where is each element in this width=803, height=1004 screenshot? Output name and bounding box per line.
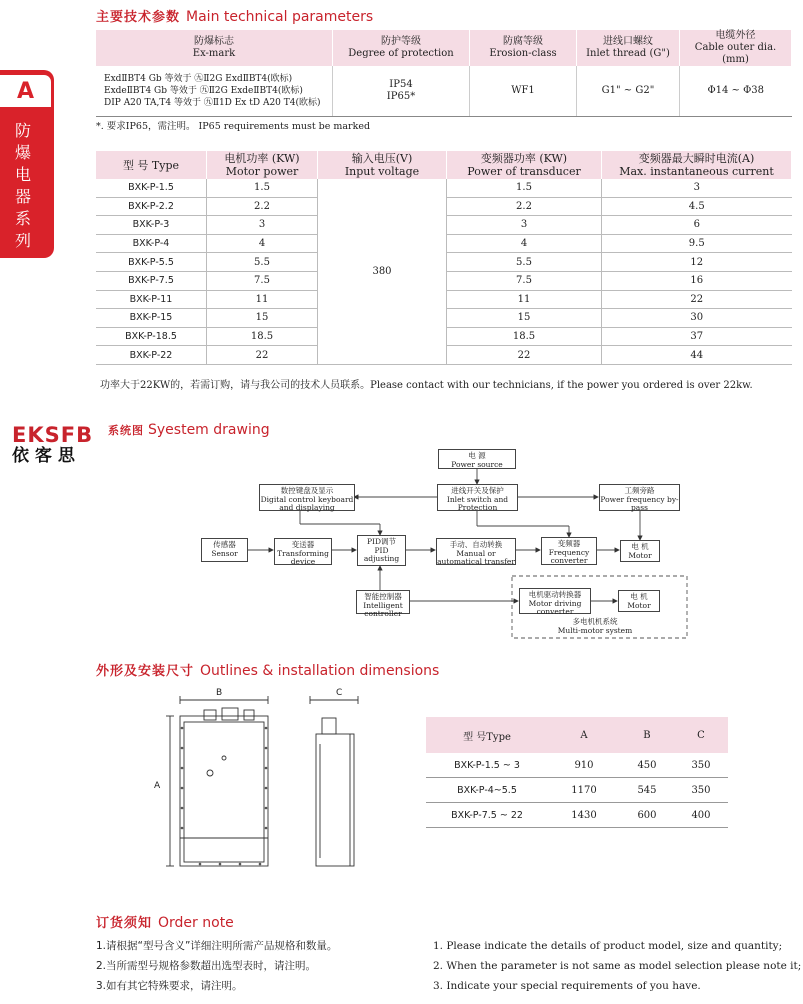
dim-label-c: C xyxy=(336,688,343,698)
freq-box: 变频器 Frequency converter xyxy=(541,537,597,565)
table-header: 电机功率 (KW) Motor power xyxy=(207,151,318,179)
power-note: 功率大于22KW的，若需订购，请与我公司的技术人员联系。Please contact with our technicians, if the power you ordered is over 22kw. xyxy=(100,380,753,391)
logo-cn: 依 客 思 xyxy=(12,446,75,466)
table-cell: BXK-P-4 xyxy=(96,234,207,253)
order-note: 3.如有其它特殊要求，请注明。 xyxy=(96,980,243,992)
table-header: B xyxy=(620,717,674,753)
table-cell: 11 xyxy=(447,290,602,309)
section-title-outlines: 外形及安装尺寸 Outlines & installation dimensions xyxy=(96,663,440,679)
keyboard-box: 数控键盘及显示 Digital control keyboard and displaying xyxy=(260,486,354,512)
table-cell: 37 xyxy=(602,327,792,346)
table-cell: 545 xyxy=(620,778,674,803)
table-cell: 5.5 xyxy=(447,253,602,272)
table-row xyxy=(426,803,728,828)
pid-box: PID调节 PID adjusting xyxy=(357,535,406,566)
table-cell: 2.2 xyxy=(207,197,318,216)
table-header: 变频器最大瞬时电流(A) Max. instantaneous current xyxy=(602,151,792,179)
logo-latin: EKSFB xyxy=(12,423,94,447)
table-header: 变频器功率 (KW) Power of transducer xyxy=(447,151,602,179)
table-cell: BXK-P-22 xyxy=(96,346,207,365)
params-footnote: *. 要求IP65，需注明。 IP65 requirements must be marked xyxy=(96,121,371,132)
cable-cell: Φ14 ~ Φ38 xyxy=(680,66,792,117)
table-header: 防腐等级 Erosion-class xyxy=(470,30,577,66)
table-header: 型 号Type xyxy=(426,717,548,753)
table-cell: 11 xyxy=(207,290,318,309)
table-header: 防护等级 Degree of protection xyxy=(333,30,470,66)
table-cell: BXK-P-5.5 xyxy=(96,253,207,272)
motor-box: 电 机 Motor xyxy=(620,540,660,562)
table-cell: 1.5 xyxy=(207,179,318,197)
table-cell: 30 xyxy=(602,309,792,328)
table-cell: 16 xyxy=(602,271,792,290)
order-notes-en xyxy=(433,936,801,996)
erosion-cell: WF1 xyxy=(470,66,577,117)
table-cell: BXK-P-1.5 ~ 3 xyxy=(426,753,548,778)
sensor-box: 传感器 Sensor xyxy=(201,538,248,562)
bypass-box: 工频旁路 Power frequency by-pass xyxy=(600,486,679,512)
exmark-cell: ExdⅡBT4 Gb 等效于 ㊈Ⅱ2G ExdⅡBT4(欧标) ExdeⅡBT4 Gb 等效于 ㊈Ⅱ2G ExdeⅡBT4(欧标) DIP A20 TA,T4 等效于 ㊈Ⅱ1D Ex tD A20 T4(欧标) xyxy=(96,66,333,117)
table-header-row xyxy=(426,717,728,753)
table-header: 防爆标志 Ex-mark xyxy=(96,30,333,66)
section-title-en: Main technical parameters xyxy=(186,9,374,25)
table-header: 电缆外径 Cable outer dia. (mm) xyxy=(680,30,792,66)
table-cell: 18.5 xyxy=(447,327,602,346)
table-cell: BXK-P-7.5 xyxy=(96,271,207,290)
table-cell: BXK-P-15 xyxy=(96,309,207,328)
voltage-cell: 380 xyxy=(318,179,447,364)
order-note: 2.当所需型号规格参数超出选型表时，请注明。 xyxy=(96,960,317,972)
table-cell: BXK-P-1.5 xyxy=(96,179,207,197)
section-title-cn: 主要技术参数 xyxy=(96,10,181,25)
order-note: 2. When the parameter is not same as model selection please note it; xyxy=(433,960,802,972)
table-cell: 1170 xyxy=(548,778,620,803)
dim-label-a: A xyxy=(154,781,161,791)
table-header: A xyxy=(548,717,620,753)
table-cell: 350 xyxy=(674,778,728,803)
table-cell: 3 xyxy=(447,216,602,235)
driving-box: 电机驱动转换器 Motor driving converter xyxy=(519,588,591,614)
inlet-box: 进线开关及保护 Inlet switch and Protection xyxy=(437,484,518,511)
table-cell: BXK-P-11 xyxy=(96,290,207,309)
dim-label-b: B xyxy=(216,688,223,698)
section-title-order: 订货须知 Order note xyxy=(96,915,234,931)
order-note: 1. Please indicate the details of product model, size and quantity; xyxy=(433,940,783,952)
table-header: 型 号 Type xyxy=(96,151,207,179)
table-header: C xyxy=(674,717,728,753)
table-cell: 4.5 xyxy=(602,197,792,216)
table-cell: 600 xyxy=(620,803,674,828)
table-cell: 1430 xyxy=(548,803,620,828)
transforming-box: 变送器 Transforming device xyxy=(274,538,332,565)
table-cell: 7.5 xyxy=(447,271,602,290)
side-tab-text: 防爆电器系列 xyxy=(14,121,31,250)
section-title-system: 系统图 Syestem drawing xyxy=(108,422,270,438)
table-cell: 4 xyxy=(207,234,318,253)
table-cell: 450 xyxy=(620,753,674,778)
table-cell: 1.5 xyxy=(447,179,602,197)
table-cell: 15 xyxy=(447,309,602,328)
table-header: 输入电压(V) Input voltage xyxy=(318,151,447,179)
table-cell: 6 xyxy=(602,216,792,235)
table-cell: 400 xyxy=(674,803,728,828)
manual-box: 手动、自动转换 Manual or automatical transfer xyxy=(437,540,515,566)
intelligent-box: 智能控制器 Intelligent controller xyxy=(356,590,410,614)
table-cell: 910 xyxy=(548,753,620,778)
order-notes-cn xyxy=(96,936,337,996)
table-row xyxy=(426,753,728,778)
table-cell: 5.5 xyxy=(207,253,318,272)
table-cell: 22 xyxy=(447,346,602,365)
table-cell: BXK-P-4~5.5 xyxy=(426,778,548,803)
order-note: 3. Indicate your special requirements of you have. xyxy=(433,980,701,992)
table-cell: 22 xyxy=(602,290,792,309)
table-cell: 350 xyxy=(674,753,728,778)
table-cell: 2.2 xyxy=(447,197,602,216)
protection-cell: IP54 IP65* xyxy=(333,66,470,117)
cabinet-drawing xyxy=(160,688,370,878)
table-header: 进线口螺纹 Inlet thread (G") xyxy=(577,30,680,66)
power-source-box: 电 源 Power source xyxy=(438,449,516,469)
table-cell: 3 xyxy=(602,179,792,197)
side-tab-letter: A xyxy=(0,72,54,110)
thread-cell: G1" ~ G2" xyxy=(577,66,680,117)
motor-box-2: 电 机 Motor xyxy=(618,590,660,612)
table-cell: 18.5 xyxy=(207,327,318,346)
table-cell: 44 xyxy=(602,346,792,365)
table-row xyxy=(426,778,728,803)
table-cell: BXK-P-3 xyxy=(96,216,207,235)
table-cell: 3 xyxy=(207,216,318,235)
table-cell: 7.5 xyxy=(207,271,318,290)
table-cell: 12 xyxy=(602,253,792,272)
table-cell: BXK-P-18.5 xyxy=(96,327,207,346)
table-cell: BXK-P-7.5 ~ 22 xyxy=(426,803,548,828)
order-note: 1.请根据“型号含义”详细注明所需产品规格和数量。 xyxy=(96,940,338,952)
table-cell: 9.5 xyxy=(602,234,792,253)
dimension-table xyxy=(426,717,728,828)
table-cell: 15 xyxy=(207,309,318,328)
multi-motor-label: 多电机机系统 Multi-motor system xyxy=(557,617,633,635)
table-cell: 22 xyxy=(207,346,318,365)
table-cell: 4 xyxy=(447,234,602,253)
table-cell: BXK-P-2.2 xyxy=(96,197,207,216)
